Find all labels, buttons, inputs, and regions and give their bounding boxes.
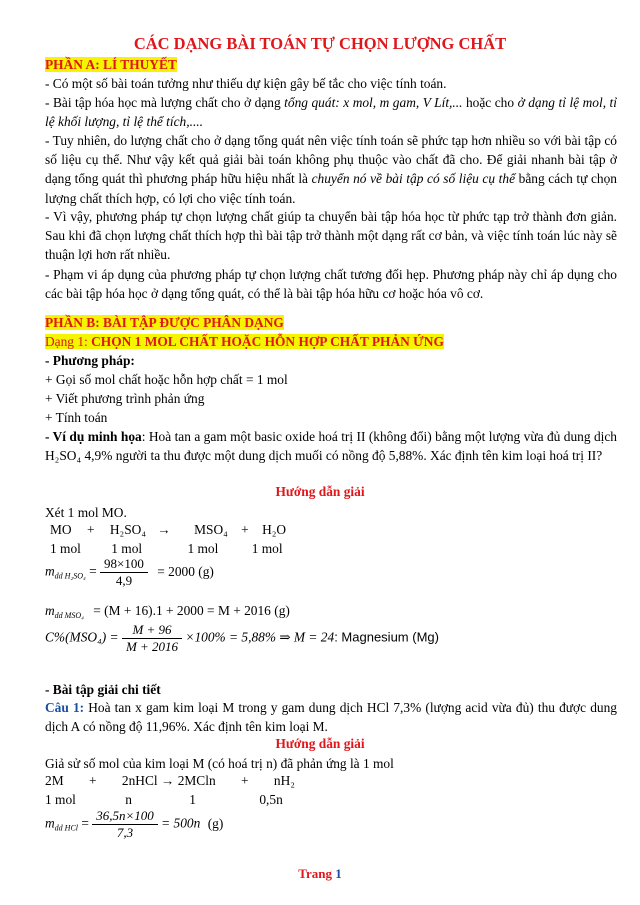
example-label: - Ví dụ minh họa [45, 429, 142, 444]
part-a-heading: PHẦN A: LÍ THUYẾT [45, 57, 177, 72]
method-heading: - Phương pháp: [45, 353, 135, 368]
type-1-heading: CHỌN 1 MOL CHẤT HOẶC HỖN HỢP CHẤT PHẢN ỨNG [91, 334, 444, 349]
type-1-row [45, 332, 444, 351]
question-1-label: Câu 1: [45, 700, 85, 715]
fraction-3: $\frac{M + 96}{M + 2016}$ [122, 622, 182, 655]
part-a-p5: - Phạm vi áp dụng của phương pháp tự chọn lượng chất tương đối hẹp. Phương pháp này chỉ áp dụng cho các bài tập hóa học ở dạng tổng quát, có thể là bài tập hóa hữu cơ hoặc hóa vô cơ. [45, 267, 617, 302]
q1-line-1: Giả sử số mol của kim loại M (có hoá trị n) đã phản ứng là 1 mol [45, 756, 394, 771]
page-title: CÁC DẠNG BÀI TOÁN TỰ CHỌN LƯỢNG CHẤT [133, 34, 507, 53]
part-a-p2: - Bài tập hóa học mà lượng chất cho ở dạng tổng quát: x mol, m gam, V Lít,... hoặc cho ở dạng tỉ lệ mol, tỉ lệ khối lượng, tỉ lệ thể tích,.... [45, 95, 617, 130]
example-guide-heading: Hướng dẫn giải [275, 484, 365, 499]
fraction-q1: $\frac{36,5n\times 100}{7,3}$ [92, 808, 158, 841]
example-problem: - Ví dụ minh họa: Hoà tan a gam một basic oxide hoá trị II (không đổi) bằng một lượng vừa đủ dung dịch H₂SO₄ 4,9% người ta thu được một dung dịch muối có nồng độ 5,88%. Xác định tên kim loại hoá trị II? [45, 429, 617, 464]
part-a-heading-row [45, 55, 177, 74]
method-step-2: + Viết phương trình phản ứng [45, 391, 205, 406]
example-formula-2: $m_{dd MSO_4} = (M + 16).1 + 2000 = M + 2016$ (g) [45, 603, 290, 620]
fraction-1: $\frac{98\times 100}{4,9}$ [100, 556, 148, 589]
page-number: 1 [335, 866, 342, 881]
example-line-1: Xét 1 mol MO. [45, 505, 127, 520]
q1-formula: $m_{dd HCl}$ = $\frac{36,5n\times 100}{7,3}$ = 500n (g) [45, 808, 224, 840]
page-label: Trang [298, 866, 332, 881]
part-a-p4: - Vì vậy, phương pháp tự chọn lượng chất giúp ta chuyển bài tập hóa học từ phức tạp trở thành đơn giản. Sau khi đã chọn lượng chất thích hợp thì bài tập trở thành một dạng rất cơ bản, và việc tính toán lúc này sẽ thuận lợi hơn rất nhiều. [45, 209, 617, 263]
part-a-p3: - Tuy nhiên, do lượng chất cho ở dạng tổng quát nên việc tính toán sẽ phức tạp hơn nhiều so với bài tập có số liệu cụ thể. Như vậy kết quả giải bài toán không phụ thuộc vào chất đã cho. Để giải nhanh bài tập ở dạng tổng quát thì phương pháp hữu hiệu nhất là chuyển nó về bài tập có số liệu cụ thể bằng cách tự chọn lượng chất thích hợp, có lợi cho việc tính toán. [45, 133, 617, 206]
example-mol-row: 1 mol 1 mol 1 mol 1 mol [50, 541, 283, 556]
detail-heading: - Bài tập giải chi tiết [45, 682, 161, 697]
example-formula-3: C%(MSO₄) = $\frac{M + 96}{M + 2016}$ ×100% = 5,88% ⇒ M = 24: Magnesium (Mg) [45, 622, 439, 654]
part-b-heading: PHẦN B: BÀI TẬP ĐƯỢC PHÂN DẠNG [45, 315, 284, 330]
example-formula-1: $m_{dd H_2SO_4}$ = $\frac{98\times 100}{4,9}$ = 2000 (g) [45, 556, 214, 588]
q1-reaction: 2M + 2nHCl → 2MCln + nH₂ [45, 773, 295, 788]
type-1-prefix: Dạng 1: [45, 334, 92, 349]
page-footer [0, 866, 640, 882]
part-a-p1: - Có một số bài toán tưởng như thiếu dự kiện gây bế tắc cho việc tính toán. [45, 76, 447, 91]
method-step-3: + Tính toán [45, 410, 108, 425]
q1-guide-heading: Hướng dẫn giải [275, 736, 365, 751]
q1-mol-row: 1 mol n 1 0,5n [45, 792, 283, 807]
method-step-1: + Gọi số mol chất hoặc hỗn hợp chất = 1 mol [45, 372, 288, 387]
example-reaction: MO + H₂SO₄ → MSO₄ + H₂O [50, 522, 287, 537]
question-1: Câu 1: Hoà tan x gam kim loại M trong y gam dung dịch HCl 7,3% (lượng acid vừa đủ) thu được dung dịch A có nồng độ 11,96%. Xác định tên kim loại M. [45, 700, 617, 735]
part-b-heading-row [45, 313, 284, 332]
